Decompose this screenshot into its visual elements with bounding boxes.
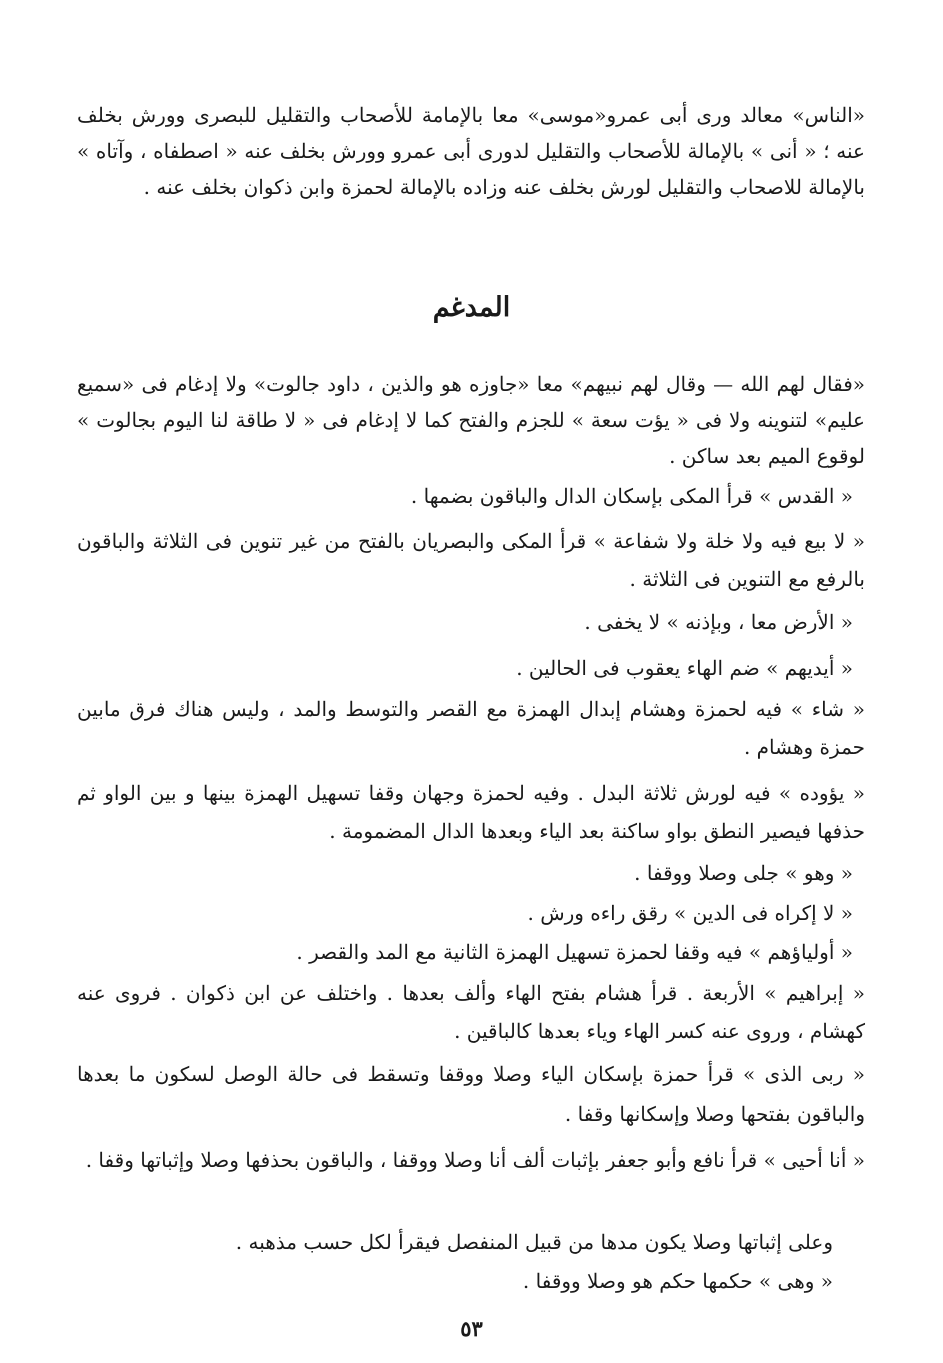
paragraph-11: « إبراهيم » الأربعة . قرأ هشام بفتح الهاء وألف بعدها . واختلف عن ابن ذكوان . فروى عنه كهشام ، وروى عنه كسر الهاء وياء بعدها كالباقين . (77, 981, 865, 1043)
paragraph-1: «فقال لهم الله — وقال لهم نبيهم» معا «جاوزه هو والذين ، داود جالوت» ولا إدغام فى «سميع عليم» لتنوينه ولا فى « يؤت سعة » للجزم والفتح كما لا إدغام فى « لا طاقة لنا اليوم بجالوت » لوقوع الميم بعد ساكن . (77, 372, 865, 468)
paragraph-14: وعلى إثباتها وصلا يكون مدها من قبيل المنفصل فيقرأ لكل حسب مذهبه . (235, 1230, 833, 1254)
paragraph-5: « أيديهم » ضم الهاء يعقوب فى الحالين . (516, 656, 853, 680)
page-number: ٥٣ (460, 1316, 483, 1341)
intro-paragraph: «الناس» معالد ورى أبى عمرو«موسى» معا بالإمامة للأصحاب والتقليل للبصرى وورش بخلف عنه ؛ « أنى » بالإمالة للأصحاب والتقليل لدورى أبى عمرو وورش بخلف عنه « اصطفاه ، وآتاه » بالإمالة للاصحاب والتقليل لورش بخلف عنه وزاده بالإمالة لحمزة وابن ذكوان بخلف عنه . (77, 103, 865, 199)
paragraph-15: « وهى » حكمها حكم هو وصلا ووقفا . (522, 1269, 833, 1293)
paragraph-7: « يؤوده » فيه لورش ثلاثة البدل . وفيه لحمزة وجهان وقفا تسهيل الهمزة بينها و بين الواو ثم حذفها فيصير النطق بواو ساكنة بعد الياء وبعدها الدال المضمومة . (77, 781, 865, 843)
paragraph-8: « وهو » جلى وصلا ووقفا . (634, 861, 853, 885)
section-heading: المدغم (432, 292, 511, 323)
paragraph-13: « أنا أحيى » قرأ نافع وأبو جعفر بإثبات ألف أنا وصلا ووقفا ، والباقون بحذفها وصلا وإثباتها وقفا . (85, 1148, 865, 1172)
paragraph-6: « شاء » فيه لحمزة وهشام إبدال الهمزة مع القصر والتوسط والمد ، وليس هناك فرق مابين حمزة وهشام . (77, 697, 865, 759)
paragraph-9: « لا إكراه فى الدين » رقق راءه ورش . (527, 901, 853, 925)
paragraph-3: « لا بيع فيه ولا خلة ولا شفاعة » قرأ المكى والبصريان بالفتح من غير تنوين فى الثلاثة والباقون بالرفع مع التنوين فى الثلاثة . (77, 529, 865, 591)
paragraph-10: « أولياؤهم » فيه وقفا لحمزة تسهيل الهمزة الثانية مع المد والقصر . (296, 940, 853, 964)
paragraph-12: « ربى الذى » قرأ حمزة بإسكان الياء وصلا ووقفا وتسقط فى حالة الوصل لسكون ما بعدها والباقون بفتحها وصلا وإسكانها وقفا . (77, 1062, 865, 1126)
paragraph-4: « الأرض معا ، وبإذنه » لا يخفى . (584, 610, 853, 634)
paragraph-2: « القدس » قرأ المكى بإسكان الدال والباقون بضمها . (410, 484, 853, 508)
